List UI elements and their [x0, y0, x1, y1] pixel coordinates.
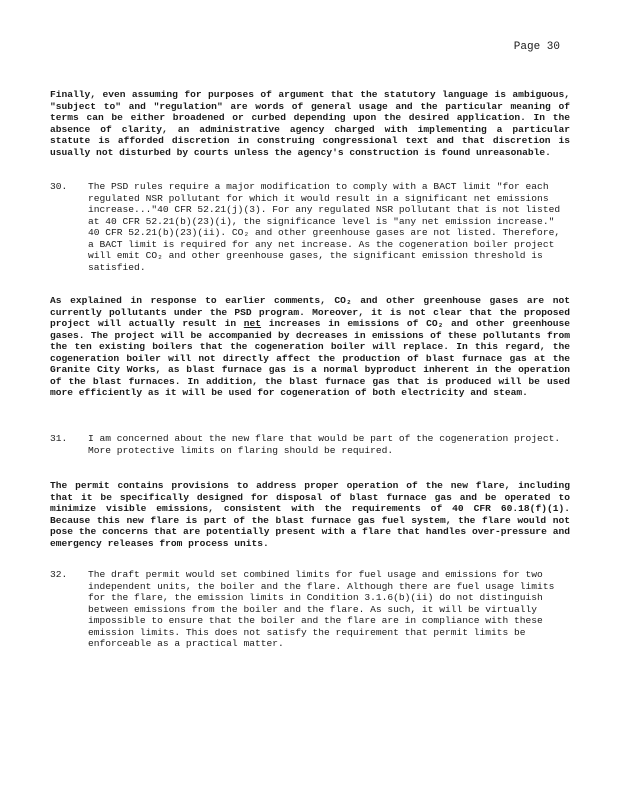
- response-30-net: net: [243, 318, 262, 329]
- comment-32: [50, 569, 570, 650]
- comment-31-number: 31.: [50, 433, 68, 444]
- comment-30-number: 30.: [50, 181, 68, 192]
- response-30-part-2: increases in emissions of CO₂ and other greenhouse gases. The project will be accompanied by decreases in emissions of these pollutants from the ten existing boilers that the cogeneration boiler will replace. In this regard, the cogeneration boiler will not directly affect the production of blast furnace gas at the Granite City Works, as blast furnace gas is a normal byproduct inherent in the operation of the blast furnaces. In addition, the blast furnace gas that is produced will be used more efficiently as it will be used for cogeneration of both electricity and steam.: [50, 318, 570, 398]
- response-30-part-1: As explained in response to earlier comments, CO₂ and other greenhouse gases are not currently pollutants under the PSD program. Moreover, it is not clear that the proposed project will actually result in: [50, 295, 570, 329]
- response-31-text: The permit contains provisions to address proper operation of the new flare, including that it be specifically designed for disposal of blast furnace gas and be operated to minimize visible emissions, consistent with the requirements of 40 CFR 60.18(f)(1). Because this new flare is part of the blast furnace gas fuel system, the flare would not pose the concerns that are potentially present with a flare that handles over-pressure and emergency releases from process units.: [50, 480, 570, 549]
- comment-32-text: The draft permit would set combined limits for fuel usage and emissions for two independent units, the boiler and the flare. Although there are fuel usage limits for the flare, the emission limits in Condition 3.1.6(b)(ii) do not distinguish between emissions from the boiler and the flare. As such, it will be virtually impossible to ensure that the boiler and the flare are in compliance with these emission limits. This does not satisfy the requirement that permit limits be enforceable as a practical matter.: [88, 569, 555, 649]
- response-30: [50, 295, 570, 399]
- comment-32-number: 32.: [50, 569, 68, 580]
- response-31: [50, 480, 570, 549]
- comment-30-text: The PSD rules require a major modification to comply with a BACT limit "for each regulated NSR pollutant for which it would result in a significant net emissions increase..."40 CFR 52.21(j)(3). For any regulated NSR pollutant that is not listed at 40 CFR 52.21(b)(23)(i), the significance level is "any net emission increase." 40 CFR 52.21(b)(23)(ii). CO₂ and other greenhouse gases are not listed. Therefore, a BACT limit is required for any net increase. As the cogeneration boiler project will emit CO₂ and other greenhouse gases, the significant emission threshold is satisfied.: [88, 181, 561, 273]
- page-number: Page 30: [513, 41, 560, 53]
- intro-text: Finally, even assuming for purposes of argument that the statutory language is ambiguous, "subject to" and "regulation" are words of general usage and the particular meaning of terms can be either broadened or curbed depending upon the desired application. In the absence of clarity, an administrative agency charged with implementing a particular statute is afforded discretion in construing congressional text and that discretion is usually not disturbed by courts unless the agency's construction is found unreasonable.: [50, 89, 570, 158]
- intro-paragraph: [50, 89, 570, 158]
- comment-31: [50, 433, 570, 456]
- comment-30: [50, 181, 570, 273]
- response-30-text: [50, 295, 570, 399]
- comment-31-text: I am concerned about the new flare that would be part of the cogeneration project. More protective limits on flaring should be required.: [88, 433, 561, 456]
